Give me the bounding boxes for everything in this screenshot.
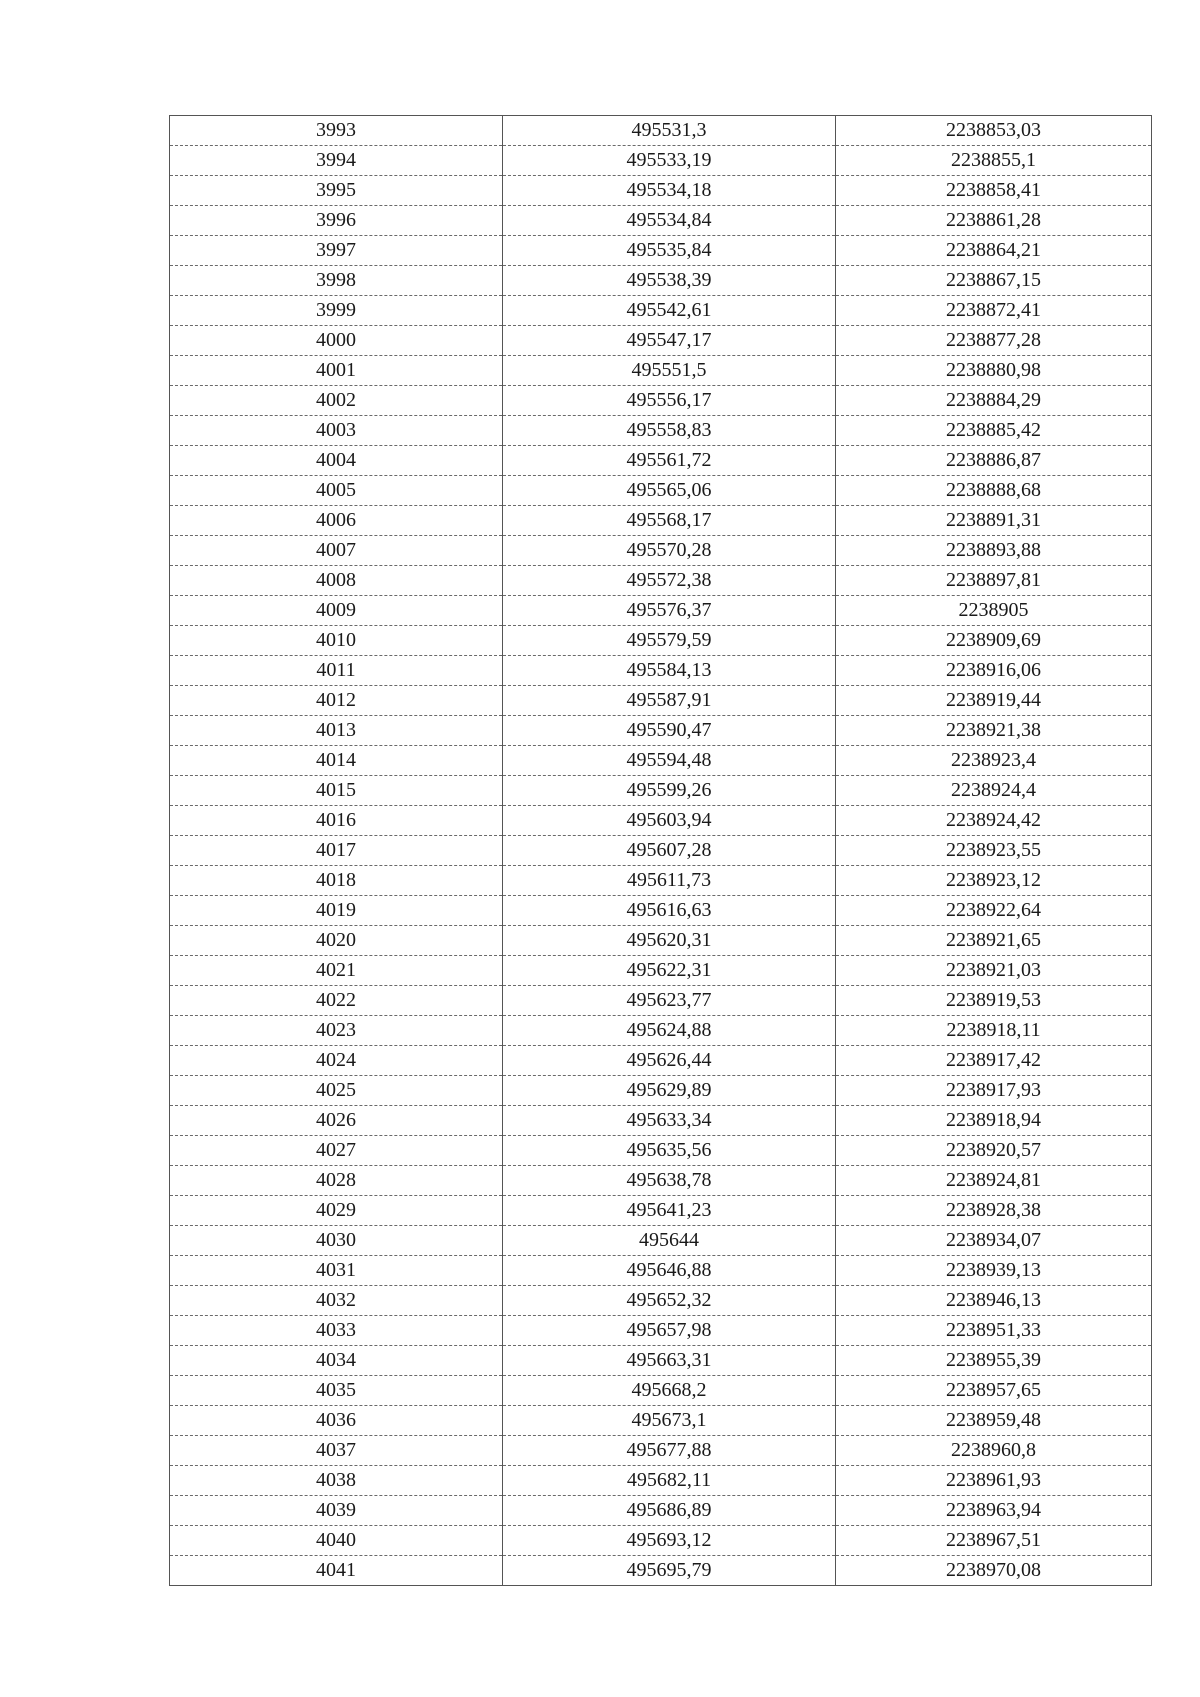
y-coordinate-cell: 2238921,03 bbox=[836, 956, 1152, 986]
x-coordinate-cell: 495568,17 bbox=[503, 506, 836, 536]
table-row bbox=[170, 206, 1152, 236]
y-coordinate-cell: 2238886,87 bbox=[836, 446, 1152, 476]
point-number-cell: 4010 bbox=[170, 626, 503, 656]
table-row bbox=[170, 356, 1152, 386]
point-number-cell: 3994 bbox=[170, 146, 503, 176]
table-row bbox=[170, 686, 1152, 716]
x-coordinate-cell: 495657,98 bbox=[503, 1316, 836, 1346]
x-coordinate-cell: 495611,73 bbox=[503, 866, 836, 896]
y-coordinate-cell: 2238918,11 bbox=[836, 1016, 1152, 1046]
point-number-cell: 4008 bbox=[170, 566, 503, 596]
x-coordinate-cell: 495565,06 bbox=[503, 476, 836, 506]
x-coordinate-cell: 495686,89 bbox=[503, 1496, 836, 1526]
point-number-cell: 4039 bbox=[170, 1496, 503, 1526]
x-coordinate-cell: 495668,2 bbox=[503, 1376, 836, 1406]
x-coordinate-cell: 495570,28 bbox=[503, 536, 836, 566]
y-coordinate-cell: 2238917,42 bbox=[836, 1046, 1152, 1076]
table-row bbox=[170, 986, 1152, 1016]
point-number-cell: 4030 bbox=[170, 1226, 503, 1256]
y-coordinate-cell: 2238853,03 bbox=[836, 116, 1152, 146]
table-row bbox=[170, 1496, 1152, 1526]
table-row bbox=[170, 266, 1152, 296]
y-coordinate-cell: 2238967,51 bbox=[836, 1526, 1152, 1556]
table-row bbox=[170, 476, 1152, 506]
y-coordinate-cell: 2238922,64 bbox=[836, 896, 1152, 926]
y-coordinate-cell: 2238919,53 bbox=[836, 986, 1152, 1016]
point-number-cell: 4011 bbox=[170, 656, 503, 686]
y-coordinate-cell: 2238905 bbox=[836, 596, 1152, 626]
x-coordinate-cell: 495644 bbox=[503, 1226, 836, 1256]
y-coordinate-cell: 2238923,55 bbox=[836, 836, 1152, 866]
table-row bbox=[170, 146, 1152, 176]
point-number-cell: 3993 bbox=[170, 116, 503, 146]
y-coordinate-cell: 2238923,4 bbox=[836, 746, 1152, 776]
x-coordinate-cell: 495620,31 bbox=[503, 926, 836, 956]
y-coordinate-cell: 2238917,93 bbox=[836, 1076, 1152, 1106]
point-number-cell: 4016 bbox=[170, 806, 503, 836]
y-coordinate-cell: 2238858,41 bbox=[836, 176, 1152, 206]
point-number-cell: 4024 bbox=[170, 1046, 503, 1076]
table-row bbox=[170, 1106, 1152, 1136]
y-coordinate-cell: 2238916,06 bbox=[836, 656, 1152, 686]
y-coordinate-cell: 2238957,65 bbox=[836, 1376, 1152, 1406]
x-coordinate-cell: 495677,88 bbox=[503, 1436, 836, 1466]
table-row bbox=[170, 1076, 1152, 1106]
point-number-cell: 3996 bbox=[170, 206, 503, 236]
x-coordinate-cell: 495624,88 bbox=[503, 1016, 836, 1046]
point-number-cell: 4013 bbox=[170, 716, 503, 746]
x-coordinate-cell: 495584,13 bbox=[503, 656, 836, 686]
y-coordinate-cell: 2238960,8 bbox=[836, 1436, 1152, 1466]
table-row bbox=[170, 1256, 1152, 1286]
x-coordinate-cell: 495594,48 bbox=[503, 746, 836, 776]
y-coordinate-cell: 2238918,94 bbox=[836, 1106, 1152, 1136]
point-number-cell: 4028 bbox=[170, 1166, 503, 1196]
table-row bbox=[170, 566, 1152, 596]
table-row bbox=[170, 746, 1152, 776]
table-row bbox=[170, 176, 1152, 206]
coordinates-table-body bbox=[170, 116, 1152, 1586]
table-row bbox=[170, 1376, 1152, 1406]
x-coordinate-cell: 495673,1 bbox=[503, 1406, 836, 1436]
point-number-cell: 4032 bbox=[170, 1286, 503, 1316]
point-number-cell: 4007 bbox=[170, 536, 503, 566]
point-number-cell: 4002 bbox=[170, 386, 503, 416]
x-coordinate-cell: 495599,26 bbox=[503, 776, 836, 806]
point-number-cell: 4037 bbox=[170, 1436, 503, 1466]
table-row bbox=[170, 716, 1152, 746]
coordinates-table bbox=[169, 115, 1152, 1586]
table-row bbox=[170, 1346, 1152, 1376]
point-number-cell: 4006 bbox=[170, 506, 503, 536]
y-coordinate-cell: 2238885,42 bbox=[836, 416, 1152, 446]
y-coordinate-cell: 2238955,39 bbox=[836, 1346, 1152, 1376]
table-row bbox=[170, 866, 1152, 896]
x-coordinate-cell: 495695,79 bbox=[503, 1556, 836, 1586]
y-coordinate-cell: 2238959,48 bbox=[836, 1406, 1152, 1436]
point-number-cell: 3995 bbox=[170, 176, 503, 206]
x-coordinate-cell: 495558,83 bbox=[503, 416, 836, 446]
x-coordinate-cell: 495603,94 bbox=[503, 806, 836, 836]
table-row bbox=[170, 1316, 1152, 1346]
table-row bbox=[170, 896, 1152, 926]
x-coordinate-cell: 495556,17 bbox=[503, 386, 836, 416]
point-number-cell: 4012 bbox=[170, 686, 503, 716]
x-coordinate-cell: 495538,39 bbox=[503, 266, 836, 296]
y-coordinate-cell: 2238963,94 bbox=[836, 1496, 1152, 1526]
table-row bbox=[170, 1406, 1152, 1436]
y-coordinate-cell: 2238921,38 bbox=[836, 716, 1152, 746]
table-row bbox=[170, 1556, 1152, 1586]
x-coordinate-cell: 495579,59 bbox=[503, 626, 836, 656]
x-coordinate-cell: 495633,34 bbox=[503, 1106, 836, 1136]
point-number-cell: 4018 bbox=[170, 866, 503, 896]
point-number-cell: 4023 bbox=[170, 1016, 503, 1046]
y-coordinate-cell: 2238877,28 bbox=[836, 326, 1152, 356]
table-row bbox=[170, 626, 1152, 656]
y-coordinate-cell: 2238946,13 bbox=[836, 1286, 1152, 1316]
table-row bbox=[170, 296, 1152, 326]
y-coordinate-cell: 2238961,93 bbox=[836, 1466, 1152, 1496]
x-coordinate-cell: 495534,84 bbox=[503, 206, 836, 236]
table-row bbox=[170, 926, 1152, 956]
x-coordinate-cell: 495561,72 bbox=[503, 446, 836, 476]
y-coordinate-cell: 2238909,69 bbox=[836, 626, 1152, 656]
point-number-cell: 3999 bbox=[170, 296, 503, 326]
table-row bbox=[170, 1196, 1152, 1226]
table-row bbox=[170, 506, 1152, 536]
table-row bbox=[170, 1166, 1152, 1196]
y-coordinate-cell: 2238924,42 bbox=[836, 806, 1152, 836]
y-coordinate-cell: 2238939,13 bbox=[836, 1256, 1152, 1286]
point-number-cell: 4036 bbox=[170, 1406, 503, 1436]
y-coordinate-cell: 2238970,08 bbox=[836, 1556, 1152, 1586]
y-coordinate-cell: 2238924,4 bbox=[836, 776, 1152, 806]
y-coordinate-cell: 2238855,1 bbox=[836, 146, 1152, 176]
x-coordinate-cell: 495534,18 bbox=[503, 176, 836, 206]
x-coordinate-cell: 495646,88 bbox=[503, 1256, 836, 1286]
point-number-cell: 4004 bbox=[170, 446, 503, 476]
x-coordinate-cell: 495542,61 bbox=[503, 296, 836, 326]
point-number-cell: 4001 bbox=[170, 356, 503, 386]
y-coordinate-cell: 2238880,98 bbox=[836, 356, 1152, 386]
table-row bbox=[170, 1046, 1152, 1076]
y-coordinate-cell: 2238872,41 bbox=[836, 296, 1152, 326]
point-number-cell: 4009 bbox=[170, 596, 503, 626]
point-number-cell: 4000 bbox=[170, 326, 503, 356]
x-coordinate-cell: 495623,77 bbox=[503, 986, 836, 1016]
point-number-cell: 4029 bbox=[170, 1196, 503, 1226]
x-coordinate-cell: 495638,78 bbox=[503, 1166, 836, 1196]
point-number-cell: 4031 bbox=[170, 1256, 503, 1286]
table-row bbox=[170, 416, 1152, 446]
x-coordinate-cell: 495626,44 bbox=[503, 1046, 836, 1076]
table-row bbox=[170, 596, 1152, 626]
table-row bbox=[170, 1526, 1152, 1556]
y-coordinate-cell: 2238923,12 bbox=[836, 866, 1152, 896]
table-row bbox=[170, 1016, 1152, 1046]
y-coordinate-cell: 2238897,81 bbox=[836, 566, 1152, 596]
x-coordinate-cell: 495629,89 bbox=[503, 1076, 836, 1106]
x-coordinate-cell: 495576,37 bbox=[503, 596, 836, 626]
y-coordinate-cell: 2238888,68 bbox=[836, 476, 1152, 506]
table-row bbox=[170, 326, 1152, 356]
point-number-cell: 4033 bbox=[170, 1316, 503, 1346]
table-row bbox=[170, 1466, 1152, 1496]
point-number-cell: 4022 bbox=[170, 986, 503, 1016]
table-row bbox=[170, 446, 1152, 476]
table-row bbox=[170, 956, 1152, 986]
table-row bbox=[170, 116, 1152, 146]
point-number-cell: 4017 bbox=[170, 836, 503, 866]
y-coordinate-cell: 2238919,44 bbox=[836, 686, 1152, 716]
x-coordinate-cell: 495531,3 bbox=[503, 116, 836, 146]
point-number-cell: 4034 bbox=[170, 1346, 503, 1376]
table-row bbox=[170, 536, 1152, 566]
point-number-cell: 4019 bbox=[170, 896, 503, 926]
x-coordinate-cell: 495652,32 bbox=[503, 1286, 836, 1316]
y-coordinate-cell: 2238924,81 bbox=[836, 1166, 1152, 1196]
table-row bbox=[170, 656, 1152, 686]
x-coordinate-cell: 495693,12 bbox=[503, 1526, 836, 1556]
y-coordinate-cell: 2238951,33 bbox=[836, 1316, 1152, 1346]
y-coordinate-cell: 2238934,07 bbox=[836, 1226, 1152, 1256]
x-coordinate-cell: 495572,38 bbox=[503, 566, 836, 596]
point-number-cell: 4040 bbox=[170, 1526, 503, 1556]
y-coordinate-cell: 2238861,28 bbox=[836, 206, 1152, 236]
point-number-cell: 4003 bbox=[170, 416, 503, 446]
table-row bbox=[170, 1136, 1152, 1166]
table-row bbox=[170, 806, 1152, 836]
table-row bbox=[170, 386, 1152, 416]
x-coordinate-cell: 495551,5 bbox=[503, 356, 836, 386]
y-coordinate-cell: 2238884,29 bbox=[836, 386, 1152, 416]
point-number-cell: 4041 bbox=[170, 1556, 503, 1586]
point-number-cell: 3998 bbox=[170, 266, 503, 296]
x-coordinate-cell: 495547,17 bbox=[503, 326, 836, 356]
table-row bbox=[170, 1226, 1152, 1256]
x-coordinate-cell: 495641,23 bbox=[503, 1196, 836, 1226]
y-coordinate-cell: 2238921,65 bbox=[836, 926, 1152, 956]
y-coordinate-cell: 2238893,88 bbox=[836, 536, 1152, 566]
table-row bbox=[170, 1286, 1152, 1316]
point-number-cell: 4015 bbox=[170, 776, 503, 806]
point-number-cell: 4027 bbox=[170, 1136, 503, 1166]
point-number-cell: 4021 bbox=[170, 956, 503, 986]
y-coordinate-cell: 2238891,31 bbox=[836, 506, 1152, 536]
x-coordinate-cell: 495663,31 bbox=[503, 1346, 836, 1376]
table-row bbox=[170, 1436, 1152, 1466]
x-coordinate-cell: 495616,63 bbox=[503, 896, 836, 926]
x-coordinate-cell: 495607,28 bbox=[503, 836, 836, 866]
x-coordinate-cell: 495533,19 bbox=[503, 146, 836, 176]
point-number-cell: 3997 bbox=[170, 236, 503, 266]
table-row bbox=[170, 836, 1152, 866]
y-coordinate-cell: 2238928,38 bbox=[836, 1196, 1152, 1226]
point-number-cell: 4026 bbox=[170, 1106, 503, 1136]
x-coordinate-cell: 495635,56 bbox=[503, 1136, 836, 1166]
point-number-cell: 4005 bbox=[170, 476, 503, 506]
y-coordinate-cell: 2238867,15 bbox=[836, 266, 1152, 296]
y-coordinate-cell: 2238864,21 bbox=[836, 236, 1152, 266]
x-coordinate-cell: 495622,31 bbox=[503, 956, 836, 986]
point-number-cell: 4014 bbox=[170, 746, 503, 776]
x-coordinate-cell: 495682,11 bbox=[503, 1466, 836, 1496]
x-coordinate-cell: 495587,91 bbox=[503, 686, 836, 716]
point-number-cell: 4025 bbox=[170, 1076, 503, 1106]
table-row bbox=[170, 236, 1152, 266]
x-coordinate-cell: 495590,47 bbox=[503, 716, 836, 746]
point-number-cell: 4035 bbox=[170, 1376, 503, 1406]
y-coordinate-cell: 2238920,57 bbox=[836, 1136, 1152, 1166]
x-coordinate-cell: 495535,84 bbox=[503, 236, 836, 266]
table-row bbox=[170, 776, 1152, 806]
point-number-cell: 4038 bbox=[170, 1466, 503, 1496]
point-number-cell: 4020 bbox=[170, 926, 503, 956]
